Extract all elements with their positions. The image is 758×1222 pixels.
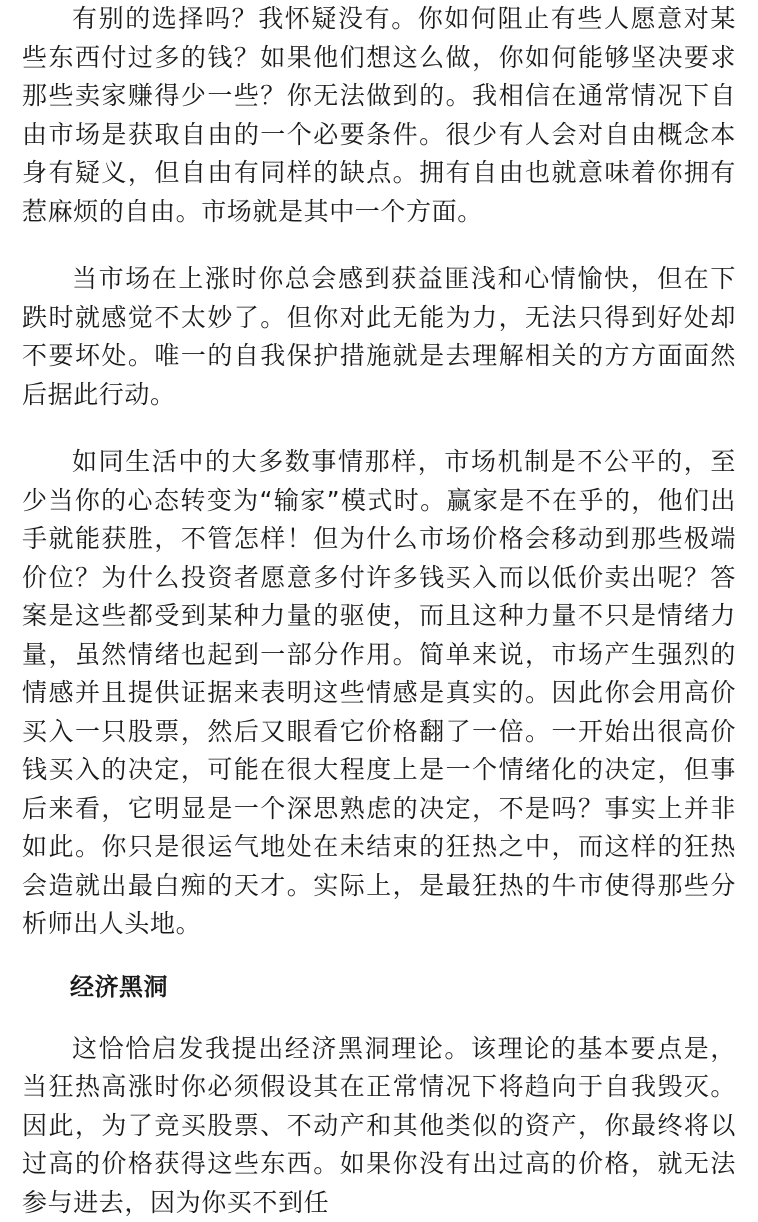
document-page [22, 0, 736, 1222]
section-paragraph: 这恰恰启发我提出经济黑洞理论。该理论的基本要点是，当狂热高涨时你必须假设其在正常情况下将趋向于自我毁灭。因此，为了竞买股票、不动产和其他类似的资产，你最终将以过高的价格获得这些东西。如果你没有出过高的价格，就无法参与进去，因为你买不到任 [22, 1030, 736, 1222]
paragraph-2: 当市场在上涨时你总会感到获益匪浅和心情愉快，但在下跌时就感觉不太妙了。但你对此无能为力，无法只得到好处却不要坏处。唯一的自我保护措施就是去理解相关的方方面面然后据此行动。 [22, 260, 736, 414]
section-heading: 经济黑洞 [22, 968, 736, 1006]
paragraph-3: 如同生活中的大多数事情那样，市场机制是不公平的，至少当你的心态转变为“输家”模式时。赢家是不在乎的，他们出手就能获胜，不管怎样！但为什么市场价格会移动到那些极端价位？为什么投资者愿意多付许多钱买入而以低价卖出呢？答案是这些都受到某种力量的驱使，而且这种力量不只是情绪力量，虽然情绪也起到一部分作用。简单来说，市场产生强烈的情感并且提供证据来表明这些情感是真实的。因此你会用高价买入一只股票，然后又眼看它价格翻了一倍。一开始出很高价钱买入的决定，可能在很大程度上是一个情绪化的决定，但事后来看，它明显是一个深思熟虑的决定，不是吗？事实上并非如此。你只是很运气地处在未结束的狂热之中，而这样的狂热会造就出最白痴的天才。实际上，是最狂热的牛市使得那些分析师出人头地。 [22, 443, 736, 944]
paragraph-1: 有别的选择吗？我怀疑没有。你如何阻止有些人愿意对某些东西付过多的钱？如果他们想这么做，你如何能够坚决要求那些卖家赚得少一些？你无法做到的。我相信在通常情况下自由市场是获取自由的一个必要条件。很少有人会对自由概念本身有疑义，但自由有同样的缺点。拥有自由也就意味着你拥有惹麻烦的自由。市场就是其中一个方面。 [22, 0, 736, 231]
